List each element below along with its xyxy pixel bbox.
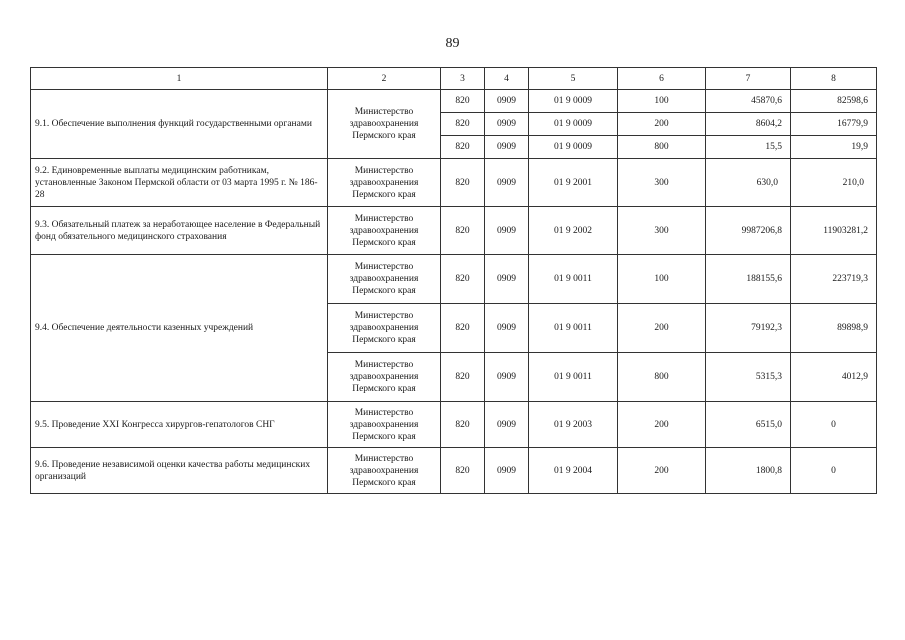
cell-amount-1: 15,5 — [706, 136, 791, 159]
header-col-2: 2 — [328, 68, 441, 90]
cell-amount-1: 8604,2 — [706, 113, 791, 136]
cell-amount-2: 223719,3 — [791, 255, 877, 304]
cell-admin-code: 820 — [441, 159, 485, 207]
cell-target-code: 01 9 0011 — [529, 255, 618, 304]
cell-amount-2: 89898,9 — [791, 304, 877, 353]
row-description: 9.5. Проведение XXI Конгресса хирургов-гепатологов СНГ — [31, 402, 328, 448]
cell-admin-code: 820 — [441, 113, 485, 136]
cell-amount-1: 9987206,8 — [706, 207, 791, 255]
cell-section-code: 0909 — [485, 207, 529, 255]
cell-target-code: 01 9 0009 — [529, 136, 618, 159]
department-cell: Министерство здравоохранения Пермского края — [328, 255, 441, 304]
row-description: 9.1. Обеспечение выполнения функций государственными органами — [31, 90, 328, 159]
cell-target-code: 01 9 0009 — [529, 113, 618, 136]
row-description: 9.2. Единовременные выплаты медицинским работникам, установленные Законом Пермской области от 03 марта 1995 г. № 186-28 — [31, 159, 328, 207]
cell-section-code: 0909 — [485, 90, 529, 113]
cell-amount-1: 79192,3 — [706, 304, 791, 353]
cell-amount-2: 82598,6 — [791, 90, 877, 113]
cell-amount-1: 5315,3 — [706, 353, 791, 402]
cell-amount-2: 19,9 — [791, 136, 877, 159]
row-description: 9.4. Обеспечение деятельности казенных учреждений — [31, 255, 328, 402]
department-cell: Министерство здравоохранения Пермского края — [328, 159, 441, 207]
header-col-5: 5 — [529, 68, 618, 90]
cell-section-code: 0909 — [485, 304, 529, 353]
cell-admin-code: 820 — [441, 402, 485, 448]
cell-admin-code: 820 — [441, 448, 485, 494]
cell-admin-code: 820 — [441, 353, 485, 402]
header-col-3: 3 — [441, 68, 485, 90]
cell-expense-type: 200 — [618, 113, 706, 136]
cell-section-code: 0909 — [485, 402, 529, 448]
cell-target-code: 01 9 0011 — [529, 353, 618, 402]
header-row — [31, 68, 877, 90]
cell-amount-2: 16779,9 — [791, 113, 877, 136]
department-cell: Министерство здравоохранения Пермского края — [328, 353, 441, 402]
cell-expense-type: 800 — [618, 136, 706, 159]
cell-expense-type: 100 — [618, 255, 706, 304]
cell-target-code: 01 9 2003 — [529, 402, 618, 448]
cell-amount-1: 45870,6 — [706, 90, 791, 113]
cell-target-code: 01 9 2002 — [529, 207, 618, 255]
cell-section-code: 0909 — [485, 159, 529, 207]
cell-admin-code: 820 — [441, 255, 485, 304]
cell-section-code: 0909 — [485, 113, 529, 136]
header-col-1: 1 — [31, 68, 328, 90]
table-row — [31, 255, 877, 304]
department-cell: Министерство здравоохранения Пермского края — [328, 448, 441, 494]
cell-section-code: 0909 — [485, 448, 529, 494]
department-cell: Министерство здравоохранения Пермского края — [328, 90, 441, 159]
header-col-7: 7 — [706, 68, 791, 90]
row-description: 9.3. Обязательный платеж за неработающее население в Федеральный фонд обязательного медицинского страхования — [31, 207, 328, 255]
cell-amount-1: 1800,8 — [706, 448, 791, 494]
department-cell: Министерство здравоохранения Пермского края — [328, 402, 441, 448]
cell-target-code: 01 9 2001 — [529, 159, 618, 207]
cell-admin-code: 820 — [441, 207, 485, 255]
cell-amount-2: 11903281,2 — [791, 207, 877, 255]
table-row — [31, 90, 877, 113]
budget-table — [30, 67, 877, 494]
cell-expense-type: 200 — [618, 304, 706, 353]
table-row — [31, 448, 877, 494]
cell-expense-type: 200 — [618, 448, 706, 494]
cell-amount-2: 0 — [791, 448, 877, 494]
cell-expense-type: 300 — [618, 207, 706, 255]
cell-admin-code: 820 — [441, 136, 485, 159]
cell-amount-2: 0 — [791, 402, 877, 448]
department-cell: Министерство здравоохранения Пермского края — [328, 304, 441, 353]
cell-admin-code: 820 — [441, 90, 485, 113]
header-col-4: 4 — [485, 68, 529, 90]
cell-amount-1: 6515,0 — [706, 402, 791, 448]
cell-target-code: 01 9 2004 — [529, 448, 618, 494]
cell-expense-type: 100 — [618, 90, 706, 113]
cell-expense-type: 300 — [618, 159, 706, 207]
table-row — [31, 402, 877, 448]
cell-section-code: 0909 — [485, 255, 529, 304]
cell-expense-type: 200 — [618, 402, 706, 448]
cell-amount-1: 188155,6 — [706, 255, 791, 304]
cell-amount-2: 210,0 — [791, 159, 877, 207]
cell-section-code: 0909 — [485, 136, 529, 159]
table-row — [31, 207, 877, 255]
header-col-6: 6 — [618, 68, 706, 90]
header-col-8: 8 — [791, 68, 877, 90]
cell-target-code: 01 9 0011 — [529, 304, 618, 353]
cell-expense-type: 800 — [618, 353, 706, 402]
page-number: 89 — [445, 36, 460, 51]
table-row — [31, 159, 877, 207]
cell-admin-code: 820 — [441, 304, 485, 353]
department-cell: Министерство здравоохранения Пермского края — [328, 207, 441, 255]
cell-amount-1: 630,0 — [706, 159, 791, 207]
cell-section-code: 0909 — [485, 353, 529, 402]
row-description: 9.6. Проведение независимой оценки качества работы медицинских организаций — [31, 448, 328, 494]
cell-amount-2: 4012,9 — [791, 353, 877, 402]
cell-target-code: 01 9 0009 — [529, 90, 618, 113]
